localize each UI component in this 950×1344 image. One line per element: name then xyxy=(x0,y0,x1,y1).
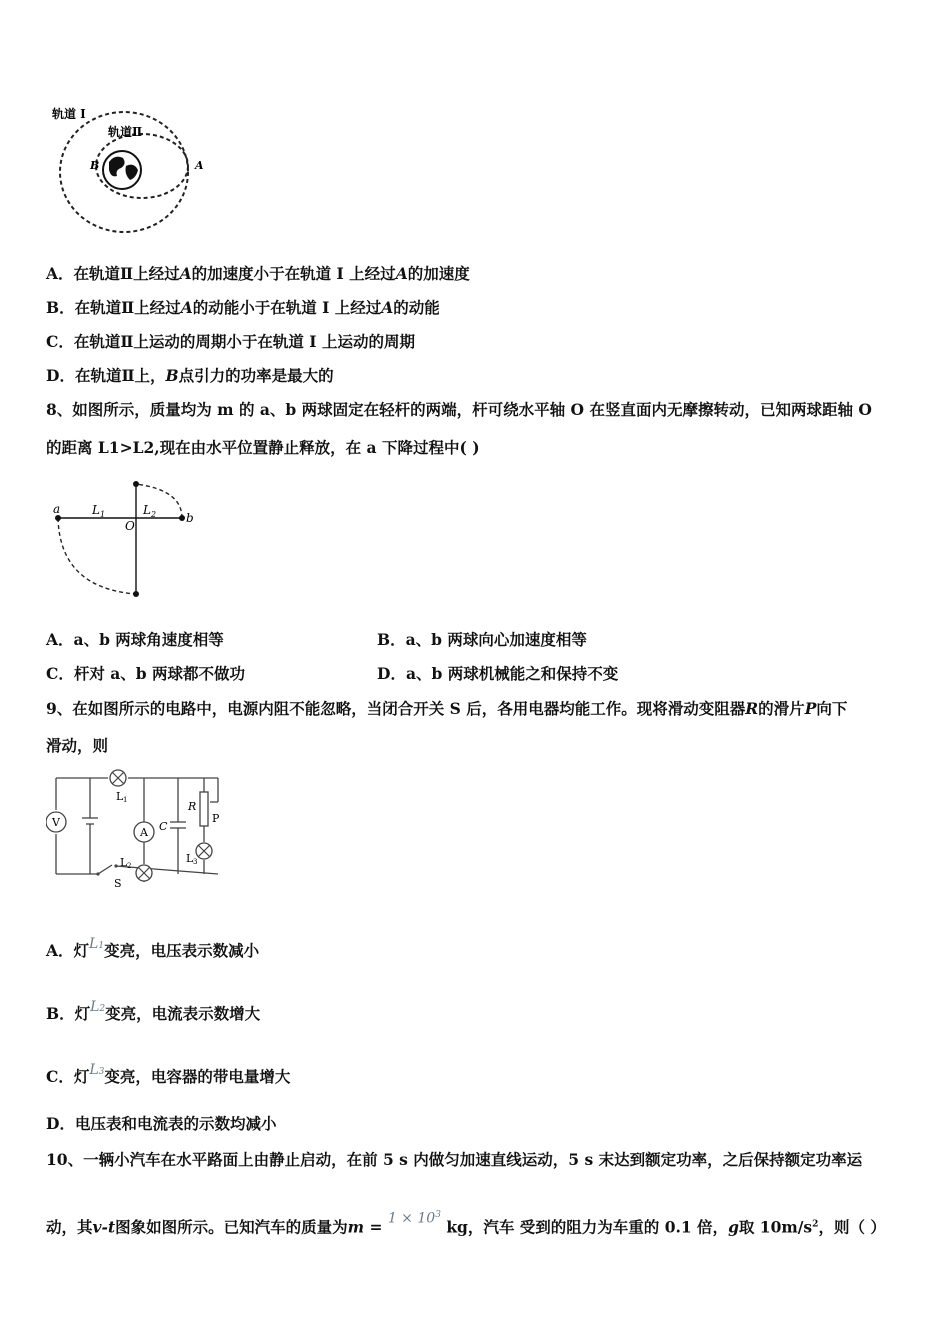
q8-option-c: C．杆对 a、b 两球都不做功 xyxy=(46,664,246,683)
ammeter-label: A xyxy=(140,826,148,839)
label-b: b xyxy=(186,511,194,525)
q7-option-c: C．在轨道Ⅱ上运动的周期小于在轨道 I 上运动的周期 xyxy=(46,332,415,351)
q9-option-a: A．灯L1变亮，电压表示数减小 xyxy=(46,936,260,960)
lamp-L2-image: L2 xyxy=(90,999,106,1015)
orbit-2-label: 轨道Ⅱ xyxy=(108,125,143,139)
orbit-1-label: 轨道 I xyxy=(52,107,86,121)
switch-blade xyxy=(98,865,112,874)
ball-b-final xyxy=(133,481,139,487)
lamp-L2-label: L xyxy=(120,856,128,869)
label-O: O xyxy=(125,519,135,533)
label-L2: L xyxy=(143,503,151,517)
q7-option-a: A．在轨道Ⅱ上经过A的加速度小于在轨道 I 上经过A的加速度 xyxy=(46,264,470,283)
q8-stem-line1: 8、如图所示，质量均为 m 的 a、b 两球固定在轻杆的两端，杆可绕水平轴 O 在竖直面内无摩擦转动，已知两球距轴 O xyxy=(46,400,872,419)
lamp-L1-image: L1 xyxy=(89,936,105,952)
point-a-label: A xyxy=(195,159,204,172)
q8-option-a: A．a、b 两球角速度相等 xyxy=(46,630,224,649)
lamp-L1-label: L xyxy=(116,790,124,803)
slider-label: P xyxy=(212,812,220,825)
label-L1: L xyxy=(92,503,100,517)
label-a: a xyxy=(53,502,61,516)
q8-option-d: D．a、b 两球机械能之和保持不变 xyxy=(377,664,619,683)
q7-option-b: B．在轨道Ⅱ上经过A的动能小于在轨道 I 上经过A的动能 xyxy=(46,298,440,317)
lamp-L3-image: L3 xyxy=(89,1062,105,1078)
q9-option-b: B．灯L2变亮，电流表示数增大 xyxy=(46,999,261,1023)
rod-figure xyxy=(46,476,196,606)
q8-option-b: B．a、b 两球向心加速度相等 xyxy=(377,630,587,649)
q10-stem-line2: 动，其v-t图象如图所示。已知汽车的质量为$m = 1 \times 10^3$ kg，汽车 受到的阻力为车重的 0.1 倍，g取 $10m/s^2$，则（ ） xyxy=(46,1210,886,1237)
point-b-label: B xyxy=(90,159,100,172)
q8-stem-line2: 的距离 L1>L2,现在由水平位置静止释放，在 a 下降过程中( ) xyxy=(46,438,480,457)
lamp-L3-sub: 3 xyxy=(193,858,198,866)
rheostat-label: R xyxy=(188,800,197,813)
q9-option-c: C．灯L3变亮，电容器的带电量增大 xyxy=(46,1062,291,1086)
label-L2-sub: 2 xyxy=(151,510,157,519)
ball-a-final xyxy=(133,591,139,597)
ball-b xyxy=(179,515,185,521)
orbit-figure xyxy=(46,100,216,240)
capacitor-label: C xyxy=(159,820,168,833)
q9-option-d: D．电压表和电流表的示数均减小 xyxy=(46,1114,277,1133)
q7-option-d: D．在轨道Ⅱ上，B点引力的功率是最大的 xyxy=(46,366,334,385)
voltmeter-label: V xyxy=(52,816,60,829)
lamp-L1-sub: 1 xyxy=(123,796,128,804)
label-L1-sub: 1 xyxy=(100,510,106,519)
q9-stem-line1: 9、在如图所示的电路中，电源内阻不能忽略，当闭合开关 S 后，各用电器均能工作。现将滑动变阻器R的滑片P向下 xyxy=(46,699,848,718)
mass-formula-image: $1 \times 10^3$ xyxy=(387,1210,441,1227)
switch-label: S xyxy=(114,877,122,890)
q10-stem-line1: 10、一辆小汽车在水平路面上由静止启动，在前 5 s 内做匀加速直线运动，5 s 末达到额定功率，之后保持额定功率运 xyxy=(46,1150,863,1169)
circuit-figure xyxy=(46,766,226,892)
lamp-L3-label: L xyxy=(186,852,194,865)
q9-stem-line2: 滑动，则 xyxy=(46,736,109,755)
lamp-L2-sub: 2 xyxy=(127,862,132,870)
